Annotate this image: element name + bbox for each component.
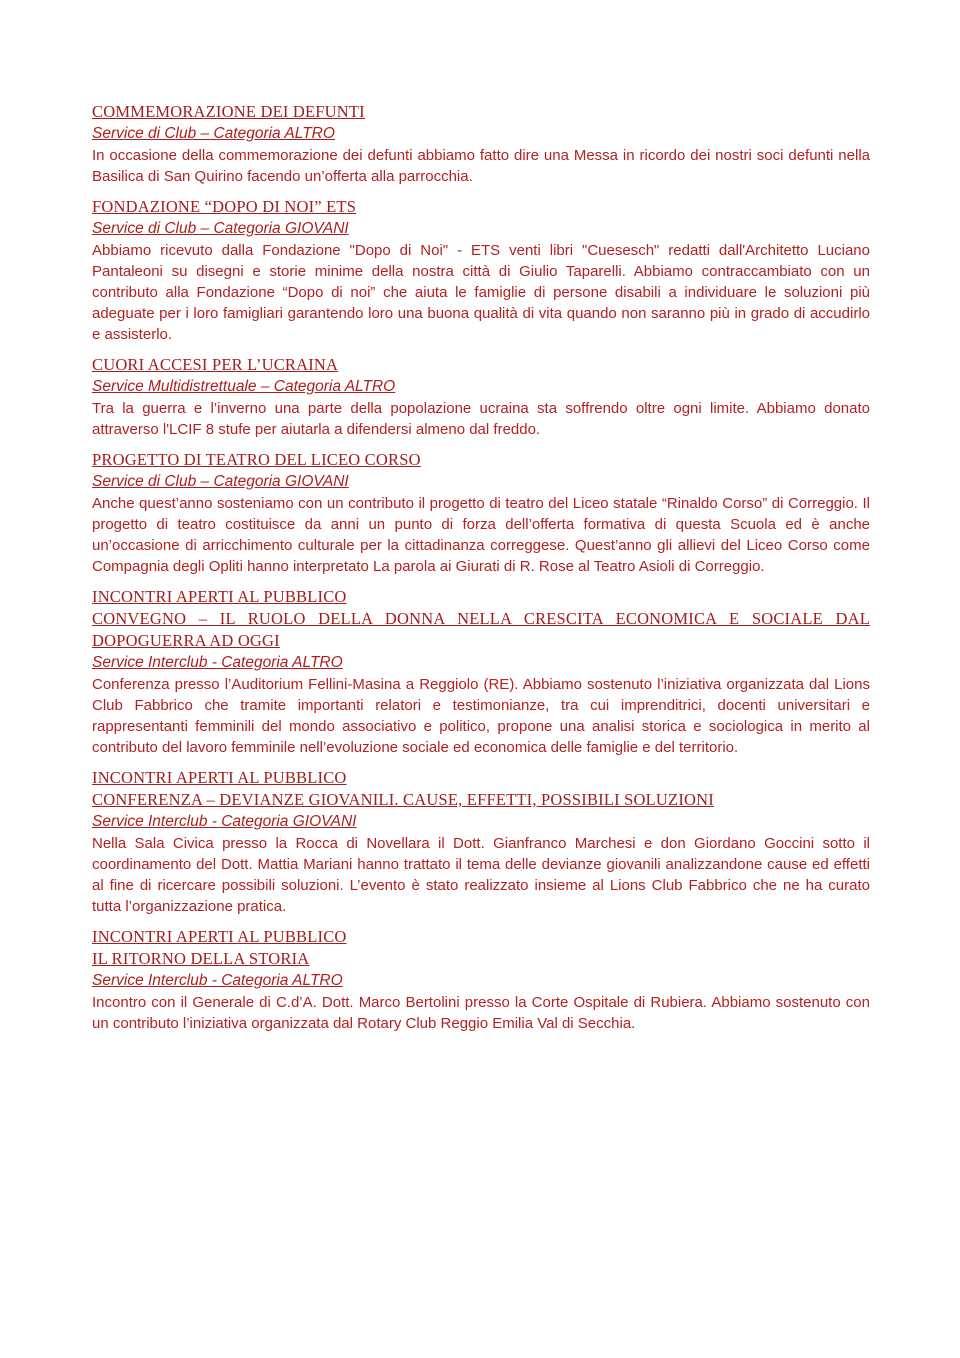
entry-body: In occasione della commemorazione dei defunti abbiamo fatto dire una Messa in ricordo dei nostri soci defunti nella Basilica di San Quirino facendo un’offerta alla parrocchia.: [92, 147, 870, 185]
service-entry-commemorazione-defunti: [92, 101, 870, 187]
entry-subtitle: Service di Club – Categoria GIOVANI: [92, 220, 349, 237]
service-entry-ritorno-della-storia: [92, 926, 870, 1034]
service-entry-fondazione-dopo-di-noi: [92, 196, 870, 345]
entry-title: PROGETTO DI TEATRO DEL LICEO CORSO: [92, 450, 421, 469]
service-entry-cuori-accesi-ucraina: [92, 354, 870, 440]
entry-subtitle: Service Interclub - Categoria ALTRO: [92, 972, 343, 989]
service-entry-teatro-liceo-corso: [92, 449, 870, 577]
entry-body: Abbiamo ricevuto dalla Fondazione "Dopo di Noi" - ETS venti libri "Cuesesch" redatti dall'Architetto Luciano Pantaleoni su disegni e storie minime della nostra città di Giulio Taparelli. Abbiamo contraccambiato con un contributo alla Fondazione “Dopo di noi” che aiuta le famiglie di persone disabili a individuare le soluzioni più adeguate per i loro famigliari garantendo loro una buona qualità di vita quando non saranno più in grado di accudirlo e assisterlo.: [92, 242, 870, 343]
entry-title: INCONTRI APERTI AL PUBBLICO: [92, 587, 347, 606]
entry-subtitle: Service Interclub - Categoria ALTRO: [92, 654, 343, 671]
entry-body: Nella Sala Civica presso la Rocca di Novellara il Dott. Gianfranco Marchesi e don Giordano Goccini sotto il coordinamento del Dott. Mattia Mariani hanno trattato il tema delle devianze giovanili analizzandone cause ed effetti al fine di ricercare possibili soluzioni. L’evento è stato realizzato insieme al Lions Club Fabbrico che ne ha curato tutta l’organizzazione pratica.: [92, 835, 870, 915]
service-entry-convegno-ruolo-donna: [92, 586, 870, 758]
entry-subtitle: Service Multidistrettuale – Categoria ALTRO: [92, 378, 396, 395]
entry-title-secondary: CONVEGNO – IL RUOLO DELLA DONNA NELLA CRESCITA ECONOMICA E SOCIALE DAL DOPOGUERRA AD OGGI: [92, 609, 870, 650]
entry-title: INCONTRI APERTI AL PUBBLICO: [92, 768, 347, 787]
entry-title: FONDAZIONE “DOPO DI NOI” ETS: [92, 197, 357, 216]
entry-subtitle: Service di Club – Categoria ALTRO: [92, 125, 335, 142]
entry-body: Conferenza presso l’Auditorium Fellini-Masina a Reggiolo (RE). Abbiamo sostenuto l’iniziativa organizzata dal Lions Club Fabbrico che tramite importanti relatori e testimonianze, tra cui imprenditrici, docenti universitari e rappresentanti femminili del mondo associativo e politico, propone una analisi storica e sociologica in merito al contributo del lavoro femminile nell’evoluzione sociale ed economica delle famiglie e del territorio.: [92, 676, 870, 756]
entry-body: Incontro con il Generale di C.d’A. Dott. Marco Bertolini presso la Corte Ospitale di Rubiera. Abbiamo sostenuto con un contributo l’iniziativa organizzata dal Rotary Club Reggio Emilia Val di Secchia.: [92, 994, 870, 1032]
entry-subtitle: Service di Club – Categoria GIOVANI: [92, 473, 349, 490]
entry-subtitle: Service Interclub - Categoria GIOVANI: [92, 813, 357, 830]
document-content: [92, 101, 870, 1043]
entry-title-secondary: CONFERENZA – DEVIANZE GIOVANILI. CAUSE, EFFETTI, POSSIBILI SOLUZIONI: [92, 790, 714, 809]
entry-body: Anche quest’anno sosteniamo con un contributo il progetto di teatro del Liceo statale “Rinaldo Corso” di Correggio. Il progetto di teatro costituisce da anni un punto di forza dell’offerta formativa di questa Scuola ed è anche un’occasione di arricchimento culturale per la cittadinanza correggese. Quest’anno gli allievi del Liceo Corso come Compagnia degli Opliti hanno interpretato La parola ai Giurati di R. Rose al Teatro Asioli di Correggio.: [92, 495, 870, 575]
entry-body: Tra la guerra e l’inverno una parte della popolazione ucraina sta soffrendo oltre ogni limite. Abbiamo donato attraverso l'LCIF 8 stufe per aiutarla a difendersi almeno dal freddo.: [92, 400, 870, 438]
entry-title: CUORI ACCESI PER L’UCRAINA: [92, 355, 339, 374]
entry-title-secondary: IL RITORNO DELLA STORIA: [92, 949, 310, 968]
service-entry-conferenza-devianze-giovanili: [92, 767, 870, 917]
entry-title: INCONTRI APERTI AL PUBBLICO: [92, 927, 347, 946]
entry-title: COMMEMORAZIONE DEI DEFUNTI: [92, 102, 365, 121]
